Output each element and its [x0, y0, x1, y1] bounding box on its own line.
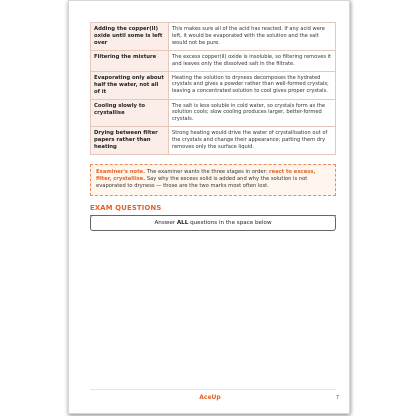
instruction-text: Answer	[154, 220, 177, 226]
table-row	[91, 23, 336, 51]
examiner-note-highlight: react to excess, filter, crystallise.	[96, 169, 316, 182]
reason-cell: The excess copper(II) oxide is insoluble, so filtering removes it and leaves only the dissolved salt in the filtrate.	[169, 51, 336, 72]
examiner-note-label: Examiner's note.	[96, 169, 146, 175]
brand-logo: AceUp	[199, 394, 221, 401]
reason-cell: This makes sure all of the acid has reacted. If any acid were left, it would be evaporated with the solution and the salt would not be pure.	[169, 23, 336, 51]
step-cell: Evaporating only about half the water, not all of it	[91, 71, 169, 99]
page-number: 7	[335, 395, 339, 401]
examiner-note-text: The examiner wants the three stages in order:	[145, 169, 270, 175]
instruction-emphasis: ALL	[176, 220, 189, 226]
examiner-note-text: Say why the excess solid is added and why the solution is not evaporated to dryness — those are the two marks most often lost.	[96, 176, 308, 189]
document-page	[68, 0, 350, 414]
reason-cell: The salt is less soluble in cold water, so crystals form as the solution cools; slow cooling produces larger, better-formed crystals.	[169, 99, 336, 126]
table-row	[91, 51, 336, 72]
footer-divider	[90, 389, 336, 390]
reason-cell: Heating the solution to dryness decomposes the hydrated crystals and gives a powder rather than well-formed crystals; leaving a concentrated solution to cool gives proper crystals.	[169, 71, 336, 99]
table-row	[91, 126, 336, 154]
step-cell: Cooling slowly to crystallise	[91, 99, 169, 126]
examiner-note	[90, 164, 336, 196]
method-table	[90, 22, 336, 155]
instruction-box	[90, 215, 336, 231]
section-title: EXAM QUESTIONS	[90, 204, 336, 216]
reason-cell: Strong heating would drive the water of crystallisation out of the crystals and change their appearance; patting them dry removes only the surface liquid.	[169, 126, 336, 154]
table-row	[91, 71, 336, 99]
step-cell: Filtering the mixture	[91, 51, 169, 72]
instruction-text: questions in the space below	[188, 220, 272, 226]
step-cell: Drying between filter papers rather than heating	[91, 126, 169, 154]
step-cell: Adding the copper(II) oxide until some is left over	[91, 23, 169, 51]
table-row	[91, 99, 336, 126]
